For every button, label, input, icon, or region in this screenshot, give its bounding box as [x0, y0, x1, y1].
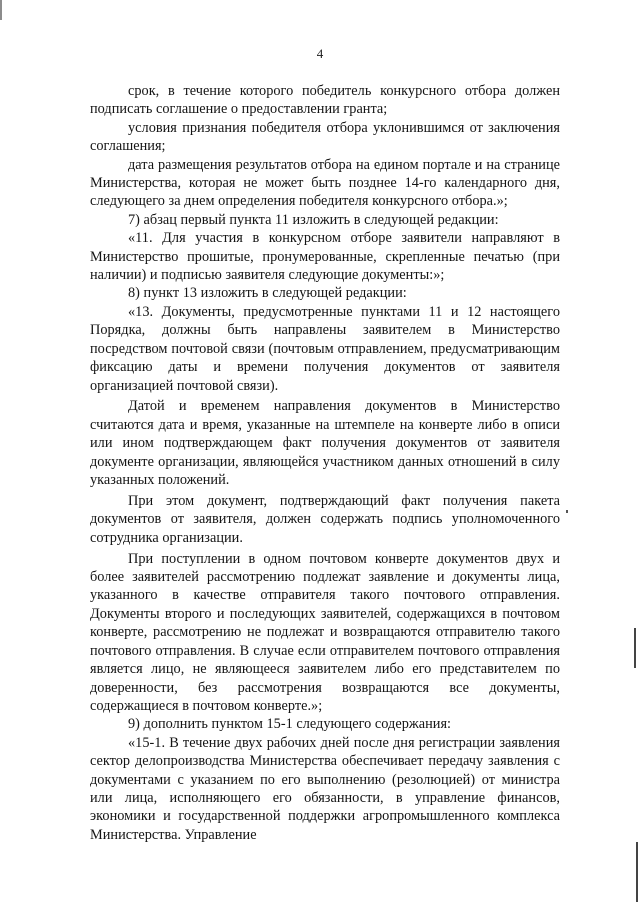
scan-edge-mark [0, 0, 2, 20]
page-number: 4 [316, 46, 324, 61]
paragraph: условия признания победителя отбора уклонившимся от заключения соглашения; [90, 119, 560, 155]
paragraph: Датой и временем направления документов в Министерство считаются дата и время, указанные на штемпеле на конверте либо в описи или ином подтверждающем факт получения документов от заявителя документе организации, являющейся участником данных отношений в силу указанных положений. [90, 398, 560, 489]
paragraph: «11. Для участия в конкурсном отборе заявители направляют в Министерство прошитые, пронумерованные, скрепленные печатью (при наличии) и подписью заявителя следующие документы:»; [90, 230, 560, 284]
paragraph: При этом документ, подтверждающий факт получения пакета документов от заявителя, должен содержать подпись уполномоченного сотрудника организации. [90, 492, 560, 546]
paragraph: 8) пункт 13 изложить в следующей редакции: [128, 285, 407, 302]
scan-speck [566, 510, 568, 513]
paragraph: При поступлении в одном почтовом конверте документов двух и более заявителей рассмотрению подлежат заявление и документы лица, указанного в качестве отправителя такого почтового отправления. Документы второго и последующих заявителей, содержащихся в почтовом конверте, рассмотрению не подлежат и возвращаются отправителю такого почтового отправления. В случае если отправителем почтового отправления является лицо, не являющееся заявителем либо его представителем по доверенности, без рассмотрения возвращаются все документы, содержащиеся в почтовом конверте.»; [90, 550, 560, 714]
scan-edge-mark [636, 842, 638, 902]
paragraph: срок, в течение которого победитель конкурсного отбора должен подписать соглашение о предоставлении гранта; [90, 83, 560, 118]
paragraph: 7) абзац первый пункта 11 изложить в следующей редакции: [128, 211, 499, 228]
scan-edge-mark [634, 628, 636, 668]
paragraph: дата размещения результатов отбора на едином портале и на странице Министерства, которая не может быть позднее 14-го календарного дня, следующего за днем определения победителя конкурсного отбора.»; [90, 156, 560, 210]
paragraph: «15-1. В течение двух рабочих дней после дня регистрации заявления сектор делопроизводства Министерства обеспечивает передачу заявления с документами с указанием по его выполнению (резолюцией) от министра или лица, исполняющего его обязанности, в управление финансов, экономики и государственной поддержки агропромышленного комплекса Министерства. Управление [90, 734, 560, 843]
document-body [90, 82, 560, 844]
paragraph: 9) дополнить пунктом 15-1 следующего содержания: [128, 716, 452, 733]
paragraph: «13. Документы, предусмотренные пунктами 11 и 12 настоящего Порядка, должны быть направлены заявителем в Министерство посредством почтовой связи (почтовым отправлением, предусматривающим фиксацию даты и времени получения документов от заявителя организацией почтовой связи). [90, 303, 560, 394]
